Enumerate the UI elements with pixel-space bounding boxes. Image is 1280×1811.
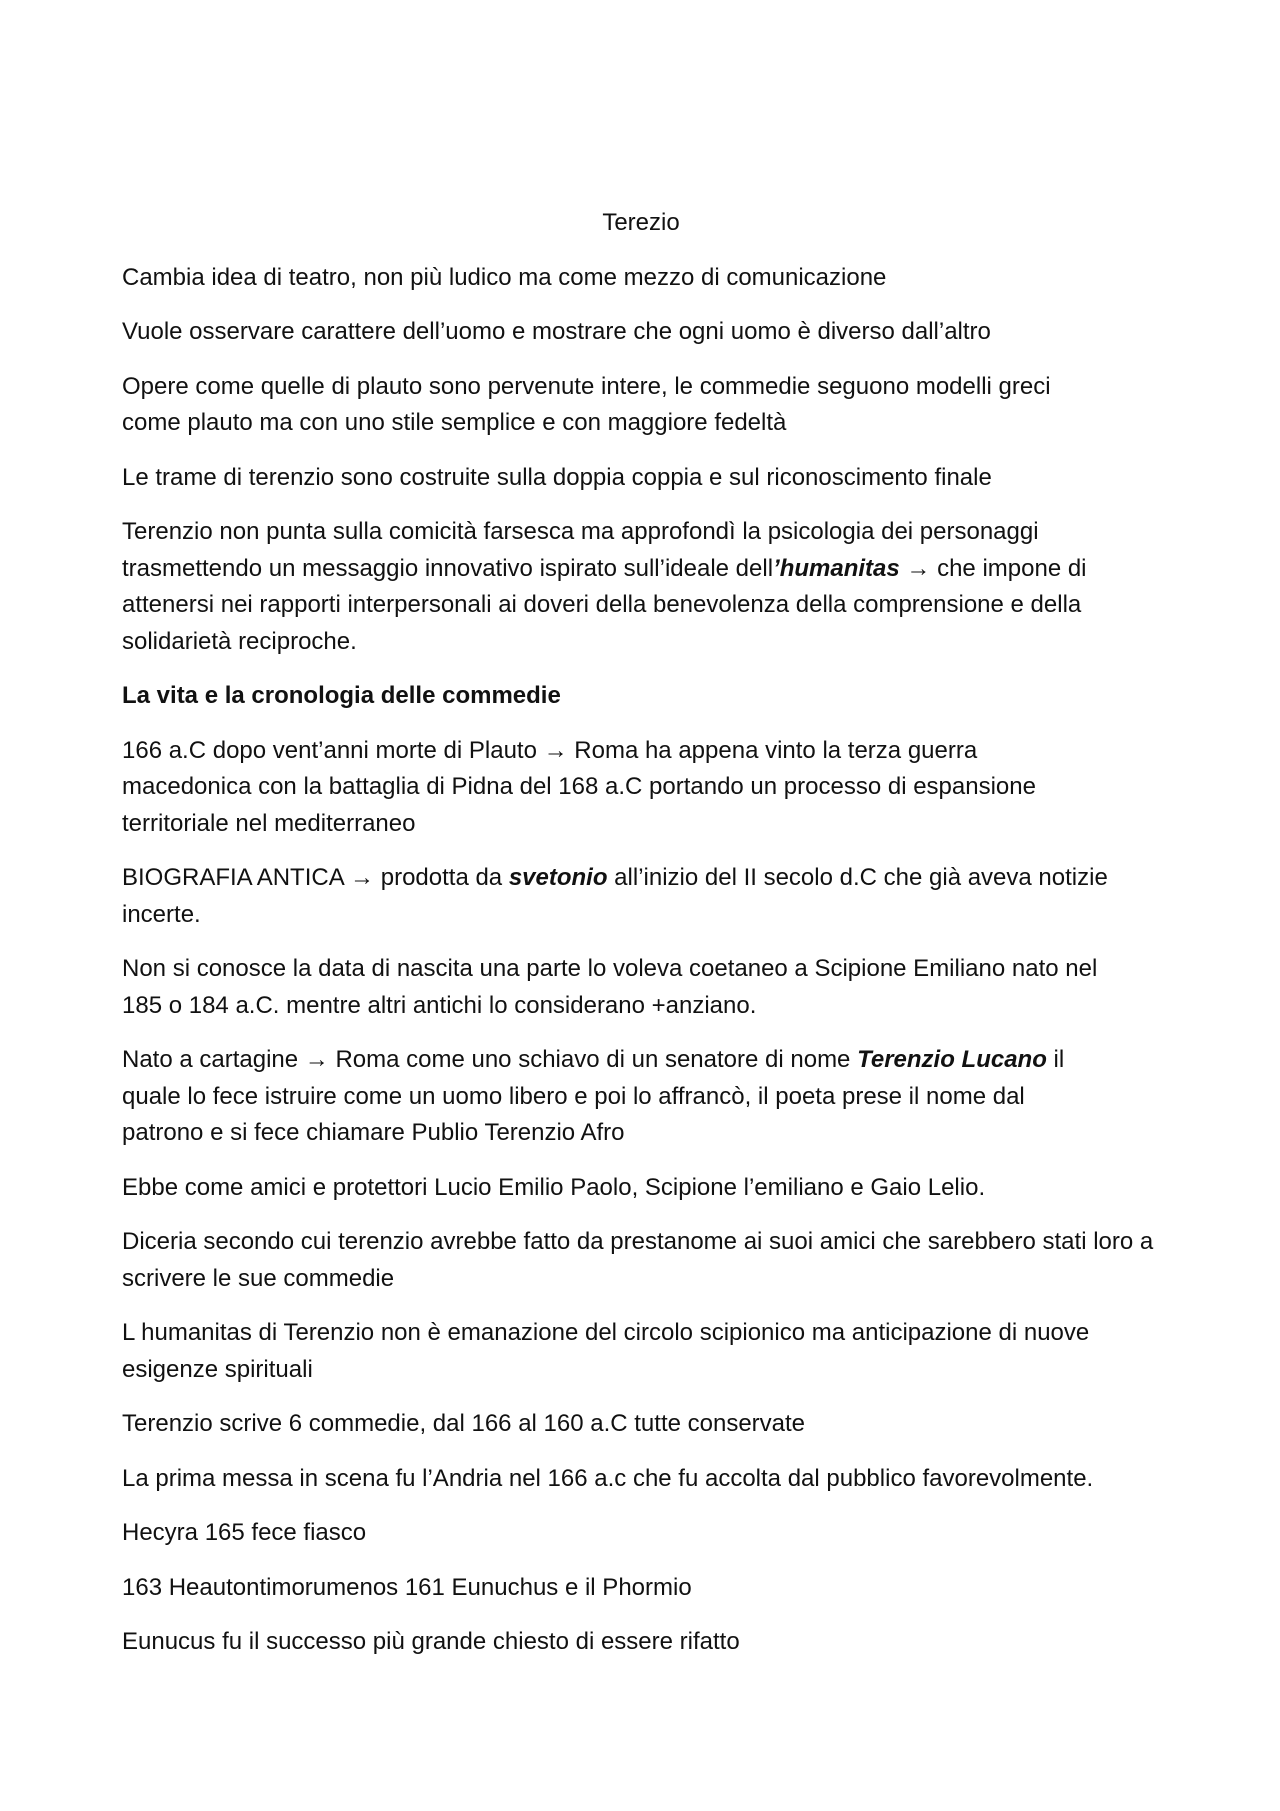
paragraph-circolo-line-1: L humanitas di Terenzio non è emanazione del circolo scipionico ma anticipazione di nuove [122, 1319, 1090, 1346]
paragraph-diceria [122, 1224, 1232, 1297]
paragraph-166-line-2: macedonica con la battaglia di Pidna del 168 a.C portando un processo di espansione [122, 773, 1036, 800]
paragraph-humanitas-line-2c: → che impone di [899, 554, 1087, 582]
paragraph-cartagine [122, 1042, 1232, 1152]
paragraph-amici: Ebbe come amici e protettori Lucio Emilio Paolo, Scipione l’emiliano e Gaio Lelio. [122, 1173, 986, 1201]
paragraph-humanitas-line-1: Terenzio non punta sulla comicità farsesca ma approfondì la psicologia dei personaggi [122, 518, 1039, 545]
paragraph-nascita [122, 951, 1232, 1024]
paragraph-166 [122, 733, 1232, 843]
paragraph-cartagine-line-1c: il [1046, 1046, 1065, 1073]
paragraph-humanitas [122, 514, 1232, 660]
section-heading-vita: La vita e la cronologia delle commedie [122, 682, 561, 709]
paragraph-cartagine-line-3: patrono e si fece chiamare Publio Terenzio Afro [122, 1119, 625, 1146]
paragraph-heautontimorumenos: 163 Heautontimorumenos 161 Eunuchus e il Phormio [122, 1573, 692, 1601]
svetonio-term: svetonio [508, 864, 608, 891]
paragraph-hecyra: Hecyra 165 fece fiasco [122, 1519, 367, 1546]
paragraph-commedie: Terenzio scrive 6 commedie, dal 166 al 160 a.C tutte conservate [122, 1410, 806, 1437]
paragraph-diceria-line-2: scrivere le sue commedie [122, 1264, 395, 1292]
paragraph-trame: Le trame di terenzio sono costruite sulla doppia coppia e sul riconoscimento finale [122, 463, 992, 491]
paragraph-diceria-line-1: Diceria secondo cui terenzio avrebbe fatto da prestanome ai suoi amici che sarebbero stati loro a [122, 1228, 1154, 1255]
paragraph-biografia-line-2: incerte. [122, 900, 201, 928]
document-body [122, 205, 1232, 1679]
paragraph-humanitas-line-2a: trasmettendo un messaggio innovativo ispirato sull’ideale dell [122, 554, 774, 582]
paragraph-eunucus: Eunucus fu il successo più grande chiesto di essere rifatto [122, 1628, 740, 1655]
paragraph-cartagine-line-1a: Nato a cartagine → Roma come uno schiavo di un senatore di nome [122, 1046, 858, 1073]
paragraph-carattere: Vuole osservare carattere dell’uomo e mostrare che ogni uomo è diverso dall’altro [122, 318, 991, 345]
paragraph-circolo [122, 1315, 1232, 1388]
paragraph-andria: La prima messa in scena fu l’Andria nel 166 a.c che fu accolta dal pubblico favorevolmente. [122, 1464, 1094, 1492]
paragraph-166-line-1: 166 a.C dopo vent’anni morte di Plauto → Roma ha appena vinto la terza guerra [122, 736, 978, 764]
paragraph-opere-line-1: Opere come quelle di plauto sono pervenute intere, le commedie seguono modelli greci [122, 372, 1051, 400]
humanitas-term: ’humanitas [773, 554, 900, 582]
paragraph-teatro: Cambia idea di teatro, non più ludico ma come mezzo di comunicazione [122, 263, 887, 291]
paragraph-nascita-line-1: Non si conosce la data di nascita una parte lo voleva coetaneo a Scipione Emiliano nato nel [122, 955, 1098, 982]
paragraph-opere [122, 369, 1232, 442]
paragraph-cartagine-line-2: quale lo fece istruire come un uomo libero e poi lo affrancò, il poeta prese il nome dal [122, 1082, 1025, 1110]
paragraph-opere-line-2: come plauto ma con uno stile semplice e con maggiore fedeltà [122, 409, 787, 436]
document-title: Terezio [602, 209, 680, 236]
paragraph-humanitas-line-4: solidarietà reciproche. [122, 627, 357, 655]
paragraph-biografia-line-1a: BIOGRAFIA ANTICA → prodotta da [122, 864, 509, 891]
paragraph-nascita-line-2: 185 o 184 a.C. mentre altri antichi lo considerano +anziano. [122, 991, 757, 1019]
paragraph-humanitas-line-3: attenersi nei rapporti interpersonali ai doveri della benevolenza della comprensione e della [122, 591, 1082, 618]
paragraph-biografia [122, 860, 1232, 933]
terenzio-lucano-term: Terenzio Lucano [857, 1046, 1047, 1073]
paragraph-circolo-line-2: esigenze spirituali [122, 1355, 313, 1383]
paragraph-166-line-3: territoriale nel mediterraneo [122, 809, 416, 837]
paragraph-biografia-line-1c: all’inizio del II secolo d.C che già aveva notizie [607, 864, 1108, 891]
